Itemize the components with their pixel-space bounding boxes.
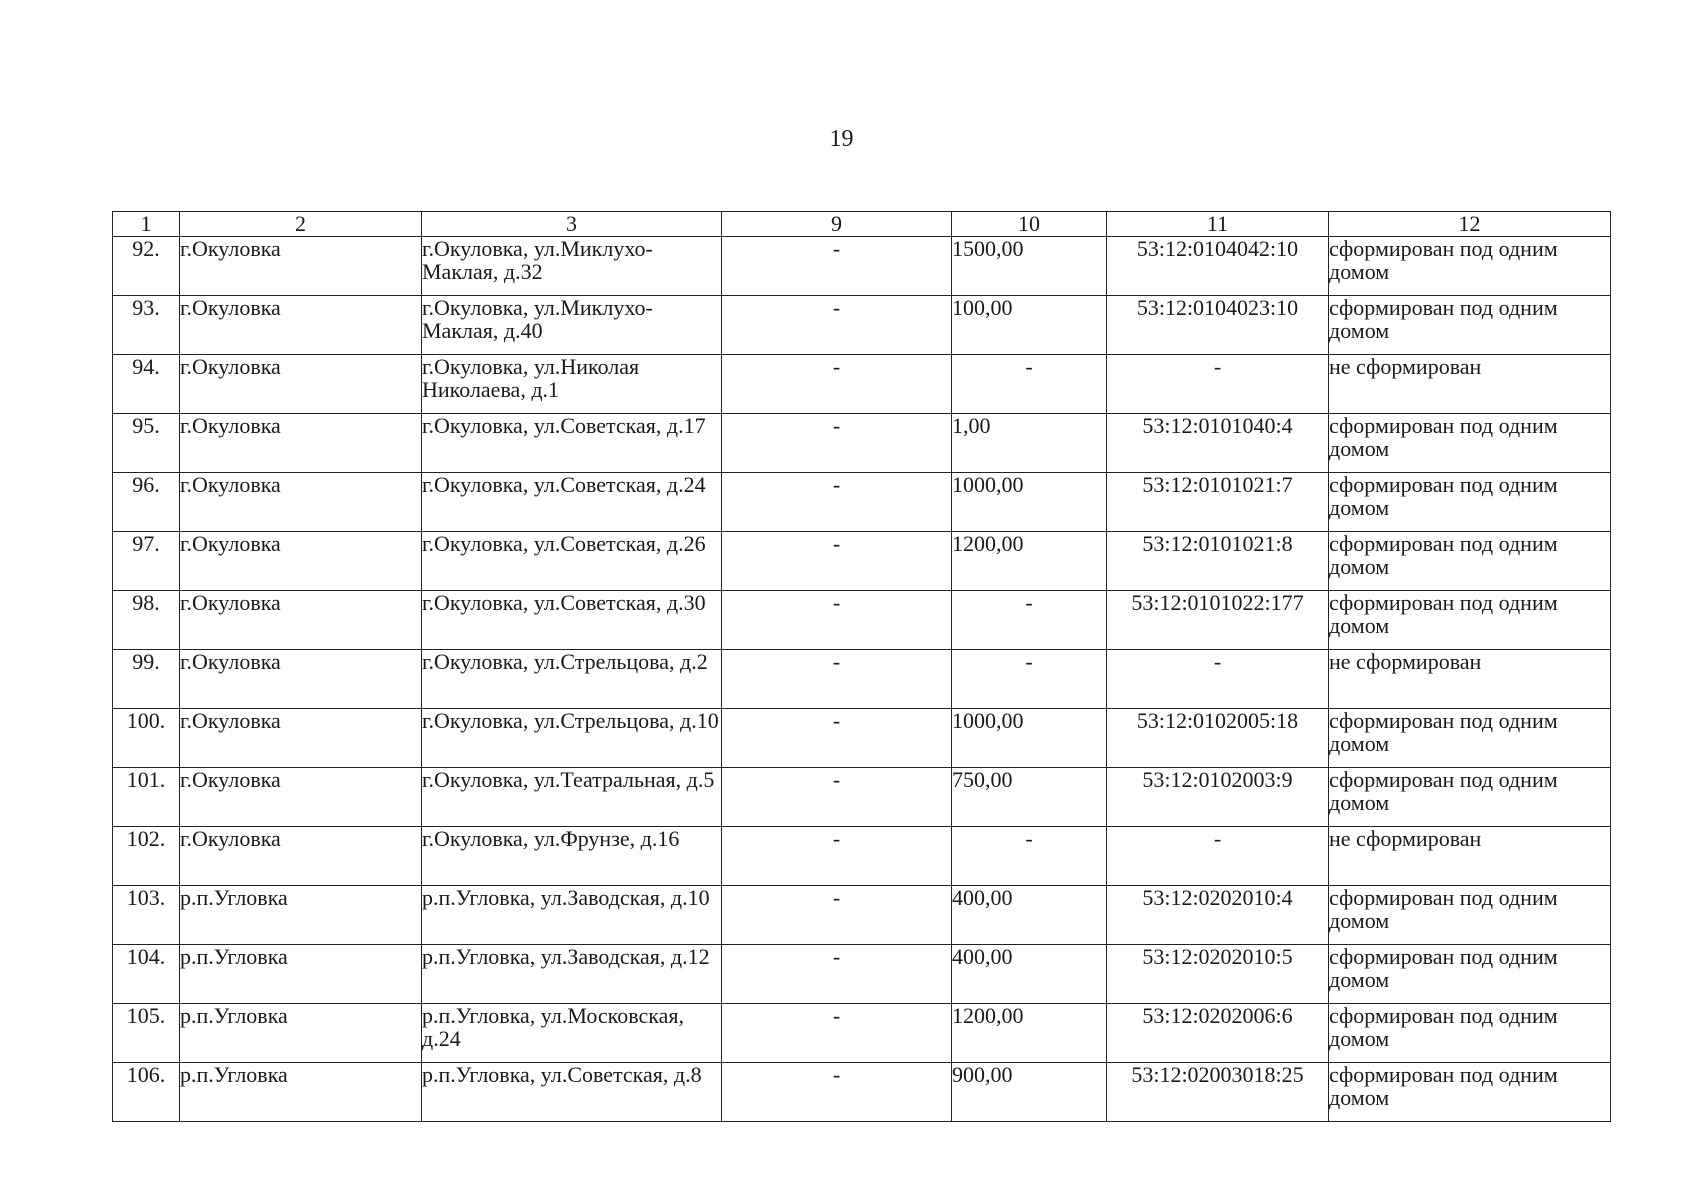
column-9-cell: - bbox=[722, 709, 952, 768]
status-cell: сформирован под одним домом bbox=[1329, 296, 1611, 355]
column-9-cell: - bbox=[722, 945, 952, 1004]
status-cell: сформирован под одним домом bbox=[1329, 945, 1611, 1004]
table-body bbox=[113, 237, 1611, 1122]
area-cell: 1200,00 bbox=[952, 532, 1107, 591]
address-cell: р.п.Угловка, ул.Московская, д.24 bbox=[422, 1004, 722, 1063]
column-9-cell: - bbox=[722, 1063, 952, 1122]
table-row bbox=[113, 473, 1611, 532]
table-row bbox=[113, 1063, 1611, 1122]
area-cell: 400,00 bbox=[952, 886, 1107, 945]
settlement-cell: г.Окуловка bbox=[180, 650, 422, 709]
table-row bbox=[113, 886, 1611, 945]
area-cell: 750,00 bbox=[952, 768, 1107, 827]
address-cell: г.Окуловка, ул.Миклухо-Маклая, д.40 bbox=[422, 296, 722, 355]
address-cell: г.Окуловка, ул.Театральная, д.5 bbox=[422, 768, 722, 827]
address-cell: г.Окуловка, ул.Стрельцова, д.2 bbox=[422, 650, 722, 709]
column-header: 3 bbox=[422, 212, 722, 237]
column-header: 11 bbox=[1107, 212, 1329, 237]
column-9-cell: - bbox=[722, 886, 952, 945]
cadastral-number-cell: 53:12:0101022:177 bbox=[1107, 591, 1329, 650]
column-9-cell: - bbox=[722, 296, 952, 355]
row-number: 94. bbox=[113, 355, 180, 414]
area-cell: 1200,00 bbox=[952, 1004, 1107, 1063]
area-cell: - bbox=[952, 827, 1107, 886]
page-number: 19 bbox=[829, 126, 854, 152]
address-cell: р.п.Угловка, ул.Советская, д.8 bbox=[422, 1063, 722, 1122]
address-cell: р.п.Угловка, ул.Заводская, д.12 bbox=[422, 945, 722, 1004]
row-number: 96. bbox=[113, 473, 180, 532]
cadastral-number-cell: - bbox=[1107, 827, 1329, 886]
settlement-cell: г.Окуловка bbox=[180, 414, 422, 473]
column-9-cell: - bbox=[722, 473, 952, 532]
settlement-cell: г.Окуловка bbox=[180, 591, 422, 650]
address-cell: р.п.Угловка, ул.Заводская, д.10 bbox=[422, 886, 722, 945]
address-cell: г.Окуловка, ул.Стрельцова, д.10 bbox=[422, 709, 722, 768]
cadastral-number-cell: 53:12:0202010:4 bbox=[1107, 886, 1329, 945]
column-9-cell: - bbox=[722, 237, 952, 296]
settlement-cell: г.Окуловка bbox=[180, 237, 422, 296]
settlement-cell: г.Окуловка bbox=[180, 532, 422, 591]
settlement-cell: р.п.Угловка bbox=[180, 1063, 422, 1122]
cadastral-number-cell: 53:12:0101021:8 bbox=[1107, 532, 1329, 591]
column-9-cell: - bbox=[722, 650, 952, 709]
settlement-cell: г.Окуловка bbox=[180, 355, 422, 414]
table-row bbox=[113, 709, 1611, 768]
status-cell: сформирован под одним домом bbox=[1329, 532, 1611, 591]
settlement-cell: г.Окуловка bbox=[180, 709, 422, 768]
area-cell: 1500,00 bbox=[952, 237, 1107, 296]
table-row bbox=[113, 591, 1611, 650]
settlement-cell: г.Окуловка bbox=[180, 296, 422, 355]
status-cell: сформирован под одним домом bbox=[1329, 709, 1611, 768]
settlement-cell: р.п.Угловка bbox=[180, 945, 422, 1004]
table-row bbox=[113, 827, 1611, 886]
row-number: 92. bbox=[113, 237, 180, 296]
column-9-cell: - bbox=[722, 1004, 952, 1063]
address-cell: г.Окуловка, ул.Советская, д.30 bbox=[422, 591, 722, 650]
column-9-cell: - bbox=[722, 827, 952, 886]
address-cell: г.Окуловка, ул.Фрунзе, д.16 bbox=[422, 827, 722, 886]
table-row bbox=[113, 296, 1611, 355]
row-number: 104. bbox=[113, 945, 180, 1004]
address-cell: г.Окуловка, ул.Миклухо-Маклая, д.32 bbox=[422, 237, 722, 296]
column-9-cell: - bbox=[722, 414, 952, 473]
area-cell: - bbox=[952, 591, 1107, 650]
area-cell: 1000,00 bbox=[952, 709, 1107, 768]
row-number: 99. bbox=[113, 650, 180, 709]
settlement-cell: г.Окуловка bbox=[180, 768, 422, 827]
cadastral-number-cell: 53:12:02003018:25 bbox=[1107, 1063, 1329, 1122]
table-row bbox=[113, 414, 1611, 473]
table-row bbox=[113, 532, 1611, 591]
area-cell: 1,00 bbox=[952, 414, 1107, 473]
area-cell: - bbox=[952, 355, 1107, 414]
table-row bbox=[113, 945, 1611, 1004]
area-cell: 900,00 bbox=[952, 1063, 1107, 1122]
table-row bbox=[113, 237, 1611, 296]
status-cell: сформирован под одним домом bbox=[1329, 886, 1611, 945]
row-number: 106. bbox=[113, 1063, 180, 1122]
row-number: 95. bbox=[113, 414, 180, 473]
column-9-cell: - bbox=[722, 591, 952, 650]
area-cell: - bbox=[952, 650, 1107, 709]
area-cell: 100,00 bbox=[952, 296, 1107, 355]
column-header: 9 bbox=[722, 212, 952, 237]
status-cell: сформирован под одним домом bbox=[1329, 414, 1611, 473]
settlement-cell: р.п.Угловка bbox=[180, 1004, 422, 1063]
cadastral-number-cell: 53:12:0102003:9 bbox=[1107, 768, 1329, 827]
address-cell: г.Окуловка, ул.Советская, д.26 bbox=[422, 532, 722, 591]
area-cell: 1000,00 bbox=[952, 473, 1107, 532]
address-cell: г.Окуловка, ул.Советская, д.17 bbox=[422, 414, 722, 473]
row-number: 100. bbox=[113, 709, 180, 768]
status-cell: сформирован под одним домом bbox=[1329, 473, 1611, 532]
address-cell: г.Окуловка, ул.Николая Николаева, д.1 bbox=[422, 355, 722, 414]
status-cell: сформирован под одним домом bbox=[1329, 1063, 1611, 1122]
column-9-cell: - bbox=[722, 768, 952, 827]
area-cell: 400,00 bbox=[952, 945, 1107, 1004]
cadastral-number-cell: 53:12:0104042:10 bbox=[1107, 237, 1329, 296]
row-number: 93. bbox=[113, 296, 180, 355]
settlement-cell: г.Окуловка bbox=[180, 827, 422, 886]
row-number: 103. bbox=[113, 886, 180, 945]
column-9-cell: - bbox=[722, 355, 952, 414]
column-9-cell: - bbox=[722, 532, 952, 591]
row-number: 101. bbox=[113, 768, 180, 827]
column-header: 1 bbox=[113, 212, 180, 237]
cadastral-number-cell: 53:12:0202006:6 bbox=[1107, 1004, 1329, 1063]
row-number: 98. bbox=[113, 591, 180, 650]
table-header bbox=[113, 212, 1611, 237]
settlement-cell: г.Окуловка bbox=[180, 473, 422, 532]
table-row bbox=[113, 1004, 1611, 1063]
cadastral-number-cell: 53:12:0101040:4 bbox=[1107, 414, 1329, 473]
column-header: 10 bbox=[952, 212, 1107, 237]
cadastral-number-cell: - bbox=[1107, 650, 1329, 709]
status-cell: не сформирован bbox=[1329, 827, 1611, 886]
address-cell: г.Окуловка, ул.Советская, д.24 bbox=[422, 473, 722, 532]
cadastral-number-cell: - bbox=[1107, 355, 1329, 414]
cadastral-number-cell: 53:12:0202010:5 bbox=[1107, 945, 1329, 1004]
column-header: 12 bbox=[1329, 212, 1611, 237]
settlement-cell: р.п.Угловка bbox=[180, 886, 422, 945]
status-cell: не сформирован bbox=[1329, 355, 1611, 414]
status-cell: сформирован под одним домом bbox=[1329, 237, 1611, 296]
status-cell: сформирован под одним домом bbox=[1329, 768, 1611, 827]
table-row bbox=[113, 650, 1611, 709]
row-number: 97. bbox=[113, 532, 180, 591]
status-cell: сформирован под одним домом bbox=[1329, 1004, 1611, 1063]
header-row bbox=[113, 212, 1611, 237]
table-row bbox=[113, 768, 1611, 827]
registry-table bbox=[112, 211, 1611, 1122]
cadastral-number-cell: 53:12:0101021:7 bbox=[1107, 473, 1329, 532]
row-number: 105. bbox=[113, 1004, 180, 1063]
status-cell: не сформирован bbox=[1329, 650, 1611, 709]
table-row bbox=[113, 355, 1611, 414]
cadastral-number-cell: 53:12:0102005:18 bbox=[1107, 709, 1329, 768]
column-header: 2 bbox=[180, 212, 422, 237]
row-number: 102. bbox=[113, 827, 180, 886]
status-cell: сформирован под одним домом bbox=[1329, 591, 1611, 650]
cadastral-number-cell: 53:12:0104023:10 bbox=[1107, 296, 1329, 355]
